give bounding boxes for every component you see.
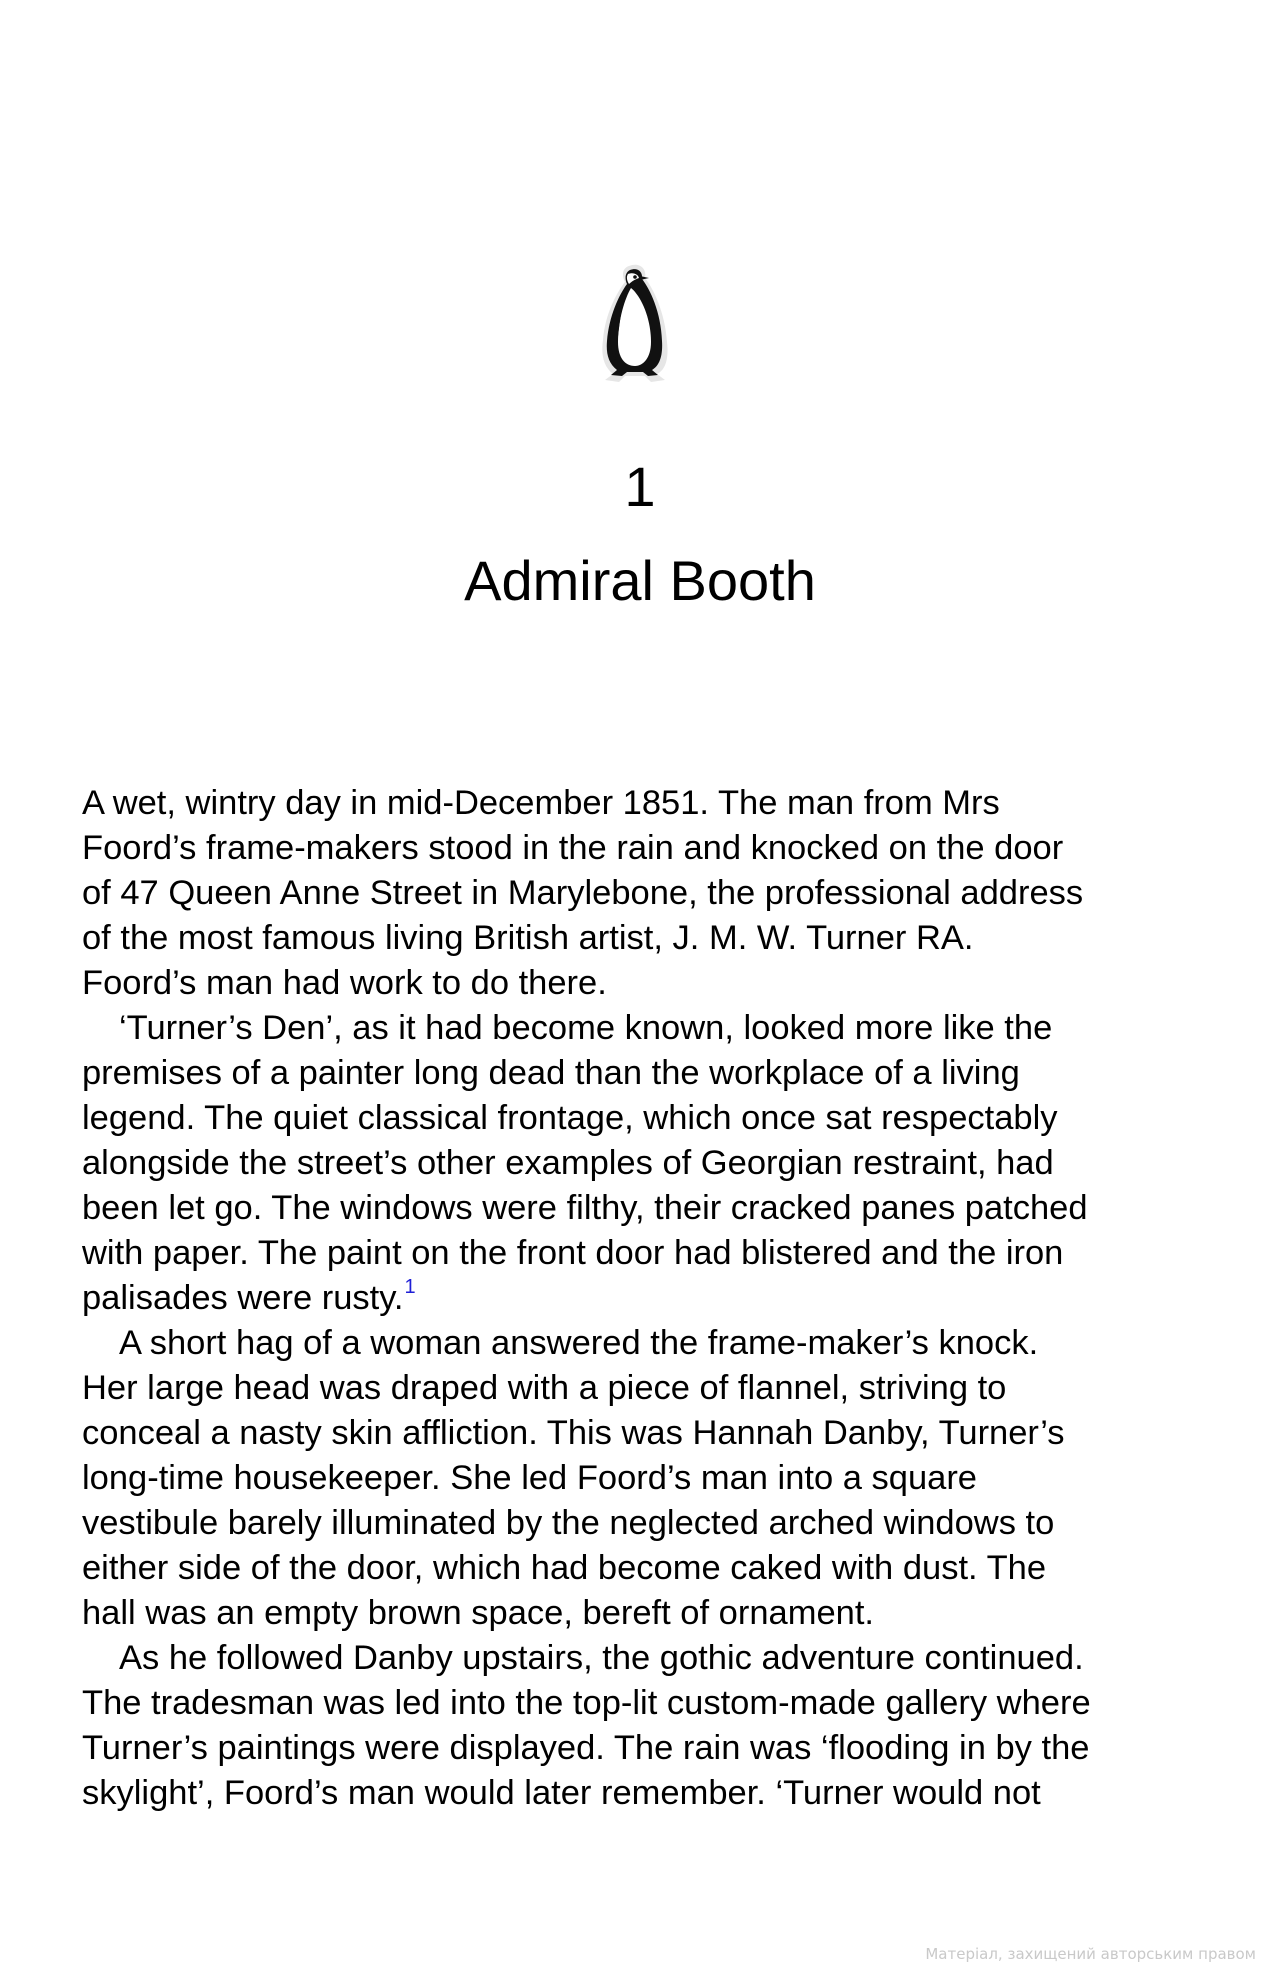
- text-line: legend. The quiet classical frontage, which once sat respectably: [82, 1099, 1058, 1137]
- text-line: hall was an empty brown space, bereft of ornament.: [82, 1594, 875, 1632]
- text-line: Her large head was draped with a piece of flannel, striving to: [82, 1369, 1007, 1407]
- paragraph: [82, 1321, 1212, 1636]
- text-line: vestibule barely illuminated by the neglected arched windows to: [82, 1504, 1055, 1542]
- text-line: As he followed Danby upstairs, the gothic adventure continued.: [119, 1639, 1084, 1677]
- text-line: with paper. The paint on the front door had blistered and the iron: [82, 1234, 1064, 1272]
- text-line: Turner’s paintings were displayed. The rain was ‘flooding in by the: [82, 1729, 1090, 1767]
- text-line: The tradesman was led into the top-lit custom-made gallery where: [82, 1684, 1091, 1722]
- text-line: Foord’s man had work to do there.: [82, 964, 607, 1002]
- text-line: alongside the street’s other examples of Georgian restraint, had: [82, 1144, 1054, 1182]
- text-line: of the most famous living British artist, J. M. W. Turner RA.: [82, 919, 974, 957]
- text-line: ‘Turner’s Den’, as it had become known, looked more like the: [119, 1009, 1053, 1047]
- text-line: been let go. The windows were filthy, their cracked panes patched: [82, 1189, 1088, 1227]
- text-line: either side of the door, which had become caked with dust. The: [82, 1549, 1047, 1587]
- text-line: [82, 1276, 1212, 1321]
- footnote-link[interactable]: 1: [404, 1276, 416, 1298]
- text-line: Foord’s frame-makers stood in the rain and knocked on the door: [82, 829, 1064, 867]
- text-line: conceal a nasty skin affliction. This was Hannah Danby, Turner’s: [82, 1414, 1065, 1452]
- penguin-logo-icon: [595, 262, 675, 384]
- chapter-body: [82, 781, 1212, 1816]
- chapter-title: Admiral Booth: [464, 549, 816, 612]
- paragraph: [82, 1636, 1212, 1816]
- text-line: skylight’, Foord’s man would later remember. ‘Turner would not: [82, 1774, 1041, 1812]
- text-line: premises of a painter long dead than the workplace of a living: [82, 1054, 1020, 1092]
- copyright-watermark: Матеріал, захищений авторським правом: [925, 1945, 1256, 1963]
- paragraph: [82, 1006, 1212, 1321]
- chapter-number: 1: [624, 455, 656, 518]
- text-line-content: palisades were rusty.: [82, 1279, 404, 1317]
- text-line: A short hag of a woman answered the frame-maker’s knock.: [119, 1324, 1039, 1362]
- text-line: of 47 Queen Anne Street in Marylebone, the professional address: [82, 874, 1084, 912]
- paragraph: [82, 781, 1212, 1006]
- text-line: A wet, wintry day in mid-December 1851. The man from Mrs: [82, 784, 1000, 822]
- text-line: long-time housekeeper. She led Foord’s man into a square: [82, 1459, 977, 1497]
